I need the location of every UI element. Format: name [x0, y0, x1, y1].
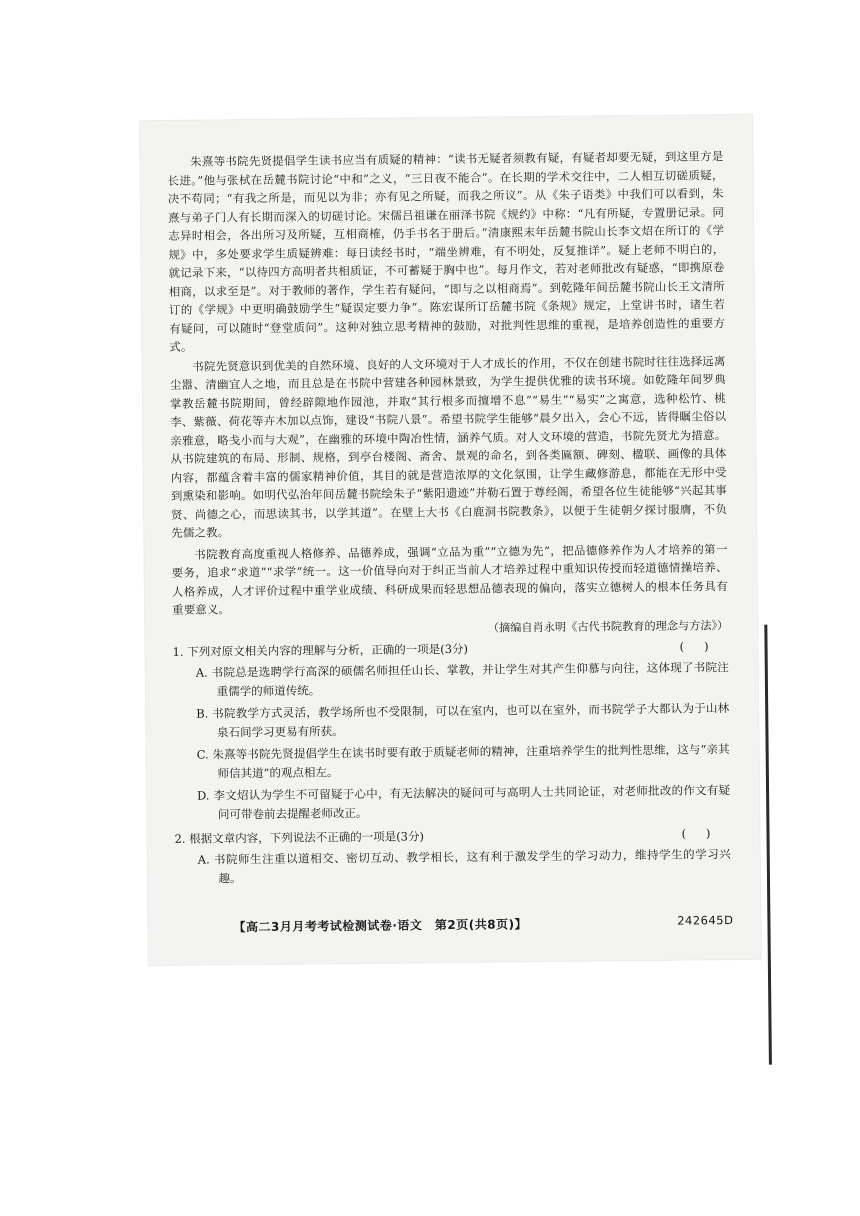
scan-edge-shadow: [764, 625, 772, 1065]
source-citation: （摘编自肖永明《古代书院教育的理念与方法》）: [487, 618, 729, 635]
question-1-stem: 1. 下列对原文相关内容的理解与分析，正确的一项是(3分): [172, 641, 469, 659]
answer-blank-2: (): [681, 825, 731, 841]
exam-code: 242645D: [677, 913, 734, 928]
footer-title: 【高二3月月考考试检测试卷·语文 第2页(共8页)】: [233, 917, 528, 935]
question-2-stem: 2. 根据文章内容，下列说法不正确的一项是(3分): [174, 828, 425, 846]
answer-blank-1: (): [679, 638, 729, 654]
option-d: D. 李文炤认为学生不可留疑于心中，有无法解决的疑问可与高明人士共同论证，对老师批改的作文有疑问可带卷前去提醒老师改正。: [197, 782, 731, 822]
passage-paragraph-3: 书院教育高度重视人格修养、品德养成，强调“立品为重”“立德为先”，把品德修养作为人才培养的第一要务，追求“求道”“求学”统一。这一价值导向对于纠正当前人才培养过程中重知识传授而轻道德情操培养、人格养成，人才评价过程中重学业成绩、科研成果而轻思想品德表现的偏向，落实立德树人的根本任务具有重要意义。: [171, 541, 728, 617]
option-c: C. 朱熹等书院先贤提倡学生在读书时要有敢于质疑老师的精神，注重培养学生的批判性思维，这与“亲其师信其道”的观点相左。: [196, 741, 730, 781]
reading-passage: [167, 147, 731, 889]
option-b: B. 书院教学方式灵活，教学场所也不受限制，可以在室内，也可以在室外，而书院学子大都认为于山林泉石间学习更易有所获。: [196, 700, 730, 740]
passage-paragraph-2: 书院先贤意识到优美的自然环境、良好的人文环境对于人才成长的作用，不仅在创建书院时往往选择远离尘嚣、清幽宜人之地，而且总是在书院中营建各种园林景致，为学生提供优雅的读书环境。如乾隆年间罗典掌教岳麓书院期间，曾经辟隙地作园池，并取“其行根多而擅增不息”“易生”“易实”之寓意，选种松竹、桃李、紫薇、荷花等卉木加以点饰，建设“书院八景”。希望书院学生能够“晨夕出入，会心不远，皆得瞩尘俗以亲雅意，略戋小而与大观”，在幽雅的环境中陶冶性情，涵养气质。对人文环境的营造，书院先贤尤为措意。从书院建筑的布局、形制、规格，到亭台楼阁、斋舍、景观的命名，到各类匾额、碑刻、楹联、画像的具体内容，都蕴含着丰富的儒家精神价值，其目的就是营造浓厚的文化氛围，让学生藏修游息，都能在无形中受到熏染和影响。如明代弘治年间岳麓书院绘朱子“紫阳遗迹”并勒石置于尊经阁，希望各位生徒能够“兴起其事贤、尚德之心，而思读其书，以学其道”。在壁上大书《白鹿洞书院教条》，以便于生徒朝夕探讨服膺，不负先儒之教。: [169, 353, 728, 540]
option-a: A. 书院总是选聘学行高深的硕儒名师担任山长、掌教，并让学生对其产生仰慕与向往，这体现了书院注重儒学的师道传统。: [195, 659, 729, 699]
page-footer: [233, 913, 733, 935]
exam-page: [140, 115, 761, 965]
passage-paragraph-1: 朱熹等书院先贤提倡学生读书应当有质疑的精神：“读书无疑者须教有疑，有疑者却要无疑，到这里方是长进。”他与张栻在岳麓书院讨论“中和”之义，“三日夜不能合”。在长期的学术交往中，二人相互切磋质疑，决不苟同；“有我之所是，而见以为非；亦有见之所疑，而我之所议”。从《朱子语类》中我们可以看到，朱熹与弟子门人有长期而深入的切磋讨论。宋儒吕祖谦在丽泽书院《规约》中称：“凡有所疑，专置册记录。同志异时相会，各出所习及所疑，互相商榷，仍手书名于册后。”清康熙末年岳麓书院山长李文炤在所订的《学规》中，多处要求学生质疑辨难：每日读经书时，“端坐辨难，有不明处，反复推详”。疑上老师不明白的，就记录下来，“以待四方高明者共相质证，不可蓄疑于胸中也”。每月作文，若对老师批改有疑惑，“即携原卷相商，以求至是”。对于教师的著作，学生若有疑问，“即与之以相商焉”。到乾隆年间岳麓书院山长王文清所订的《学规》中更明确鼓励学生“疑误定要力争”。陈宏谋所订岳麓书院《条规》规定，上堂讲书时，诸生若有疑问，可以随时“登堂质问”。这种对独立思考精神的鼓励，对批判性思维的重视，是培养创造性的重要方式。: [167, 149, 726, 354]
q2-option-a: A. 书院师生注重以道相交、密切互动、教学相长，这有利于激发学生的学习动力，维持学生的学习兴趣。: [197, 846, 731, 886]
